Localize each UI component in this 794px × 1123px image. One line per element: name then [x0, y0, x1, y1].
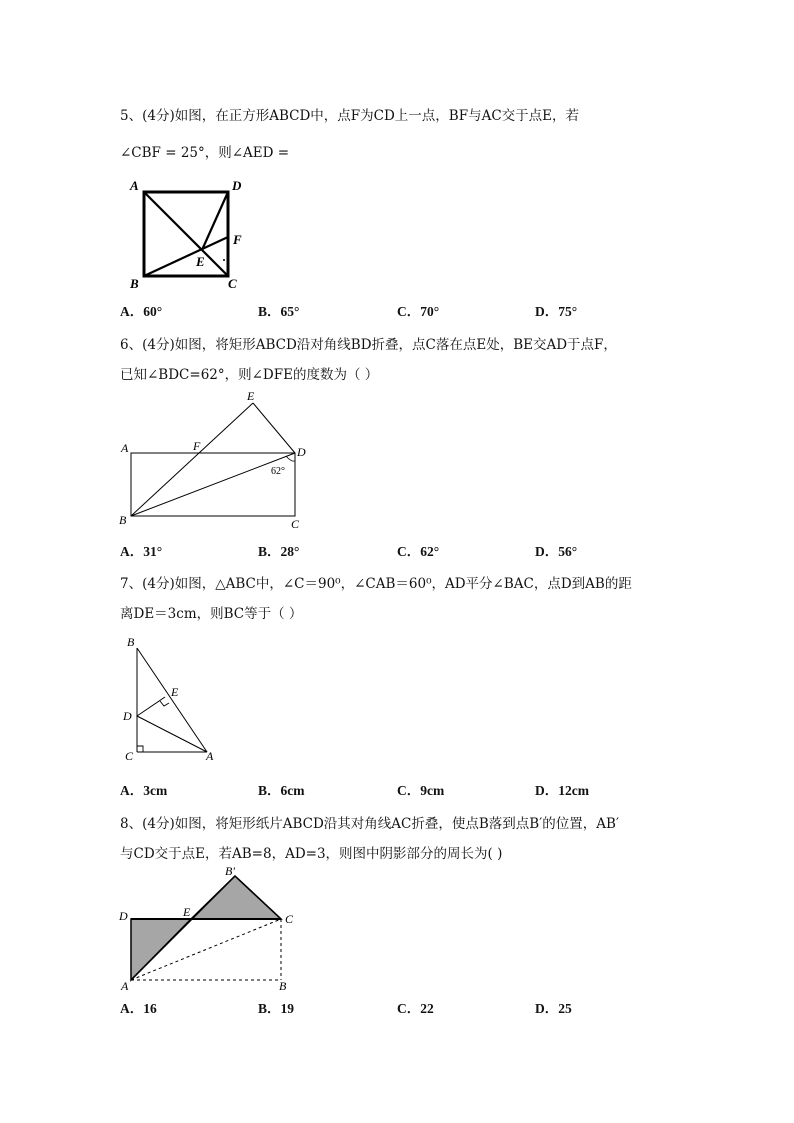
q8-label-c: C [285, 912, 294, 926]
q7-label-b: B [127, 635, 135, 649]
q8-shaded-triangle-right [191, 876, 281, 919]
q6-label-f: F [193, 439, 201, 453]
q7-label-e: E [171, 685, 179, 699]
q8-label-b-prime: B′ [225, 864, 235, 878]
q8-label-b: B [279, 979, 287, 993]
q8-option-b[interactable]: B．19 [258, 1001, 295, 1016]
q5-label-f: F [233, 232, 242, 247]
q7-option-c[interactable]: C．9cm [397, 783, 445, 798]
q6-figure-rectangle [115, 386, 315, 532]
q8-option-d[interactable]: D．25 [535, 1001, 572, 1016]
q5-label-b: B [130, 276, 139, 291]
q5-option-a[interactable]: A．60° [120, 304, 163, 319]
q6-label-angle: 62° [271, 466, 285, 477]
q6-option-b[interactable]: B．28° [258, 544, 300, 559]
q6-label-e: E [247, 389, 255, 403]
q7-label-a: A [206, 749, 214, 763]
q8-label-e: E [183, 905, 191, 919]
q6-label-c: C [291, 517, 300, 531]
q6-diagonal-bd [131, 453, 295, 516]
q7-label-c: C [125, 749, 134, 763]
q7-right-angle-c [137, 746, 143, 752]
q7-label-d: D [123, 709, 132, 723]
q6-label-b: B [119, 513, 127, 527]
q7-text-line1: 7、(4分)如图，△ABC中，∠C＝90⁰，∠CAB＝60⁰，AD平分∠BAC，点D到AB的距 [120, 576, 632, 592]
q5-option-d[interactable]: D．75° [535, 304, 578, 319]
q6-label-a: A [121, 441, 129, 455]
q8-option-a[interactable]: A．16 [120, 1001, 157, 1016]
q5-dot [223, 259, 225, 261]
q8-label-d: D [119, 909, 128, 923]
q5-segment-ed [202, 192, 228, 250]
q8-figure-fold [115, 862, 305, 994]
q7-right-angle-e [160, 701, 169, 706]
q6-text-line1: 6、(4分)如图，将矩形ABCD沿对角线BD折叠，点C落在点E处，BE交AD于点F， [120, 337, 617, 353]
q6-segment-be [131, 403, 253, 516]
q7-option-d[interactable]: D．12cm [535, 783, 589, 798]
q5-segment-bf [144, 237, 228, 276]
q6-text-line2: 已知∠BDC=62°，则∠DFE的度数为（ ） [120, 367, 379, 383]
q6-angle-arc [286, 456, 295, 461]
q8-text-line1: 8、(4分)如图，将矩形纸片ABCD沿其对角线AC折叠，使点B落到点B′的位置，AB′ [120, 816, 620, 832]
q7-text-line2: 离DE＝3cm，则BC等于（ ） [120, 606, 303, 622]
q5-figure-square [120, 172, 260, 292]
q5-label-c: C [228, 276, 237, 291]
q5-label-e: E [196, 254, 205, 269]
q8-label-a: A [121, 979, 129, 993]
q7-option-b[interactable]: B．6cm [258, 783, 305, 798]
q7-side-ba [137, 648, 207, 752]
q7-option-a[interactable]: A．3cm [120, 783, 168, 798]
q6-option-a[interactable]: A．31° [120, 544, 163, 559]
q7-figure-triangle [115, 632, 225, 768]
q5-label-d: D [232, 178, 242, 193]
q5-option-c[interactable]: C．70° [397, 304, 440, 319]
q6-label-d: D [297, 445, 306, 459]
q5-text-line1: 5、(4分)如图，在正方形ABCD中，点F为CD上一点，BF与AC交于点E，若 [120, 108, 580, 124]
q8-text-line2: 与CD交于点E，若AB=8，AD=3，则图中阴影部分的周长为( ) [120, 846, 503, 862]
q6-option-c[interactable]: C．62° [397, 544, 440, 559]
q5-text-line2: ∠CBF = 25°，则∠AED = [120, 145, 290, 161]
q7-bisector-ad [137, 716, 207, 752]
q6-option-d[interactable]: D．56° [535, 544, 578, 559]
q5-label-a: A [130, 178, 139, 193]
q7-perpendicular-de [137, 697, 165, 716]
q5-diagonal-ac [144, 192, 228, 276]
q6-segment-ed [253, 403, 295, 453]
q5-option-b[interactable]: B．65° [258, 304, 300, 319]
q8-option-c[interactable]: C．22 [397, 1001, 434, 1016]
